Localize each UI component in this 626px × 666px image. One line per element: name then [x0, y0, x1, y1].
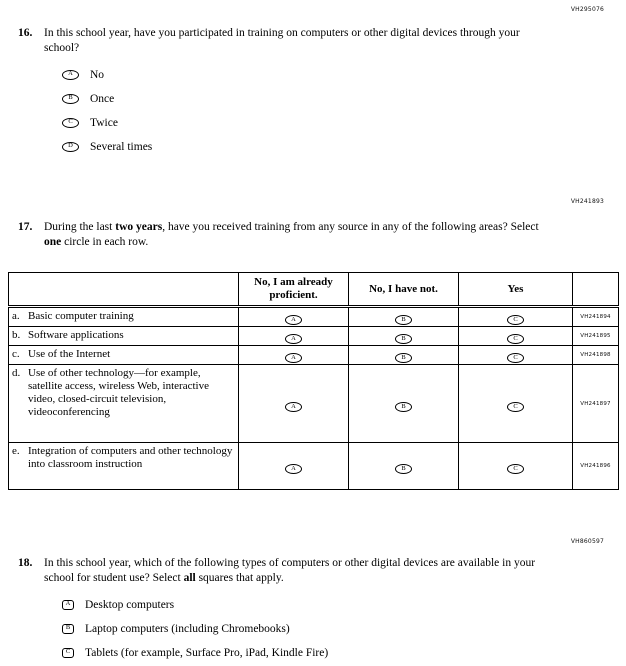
oval-letter: C	[513, 335, 518, 342]
header-yes: Yes	[459, 273, 573, 307]
square-letter: C	[65, 648, 71, 656]
response-oval[interactable]	[285, 464, 302, 474]
header-empty-label	[9, 273, 239, 307]
response-oval[interactable]	[507, 315, 524, 325]
response-oval[interactable]	[395, 315, 412, 325]
row-text: Use of other technology—for example, satellite access, wireless Web, interactive video, closed-circuit television, videoconferencing	[28, 367, 209, 418]
response-oval[interactable]	[395, 402, 412, 412]
row-letter: c.	[12, 348, 20, 360]
table-row-a	[9, 307, 619, 327]
question-18-options	[62, 598, 544, 659]
question-number: 18.	[18, 557, 33, 569]
oval-letter: C	[513, 316, 518, 323]
option-label: Desktop computers	[85, 598, 175, 611]
option-label: Once	[90, 92, 115, 105]
question-17	[12, 220, 619, 490]
option-tablets[interactable]	[62, 646, 544, 659]
row-code: VH241895	[573, 327, 619, 346]
oval-letter: B	[401, 354, 406, 361]
header-already-proficient: No, I am already proficient.	[239, 273, 349, 307]
option-once[interactable]	[62, 92, 544, 105]
oval-letter: C	[513, 354, 518, 361]
question-18-text-part: In this school year, which of the following types of computers or other digital devices are available in your school for student use? Select	[44, 557, 536, 584]
oval-letter: C	[513, 402, 518, 410]
row-label	[12, 310, 234, 323]
question-17-bold: one	[44, 236, 62, 248]
oval-letter: B	[68, 94, 73, 102]
row-label	[12, 445, 234, 471]
header-have-not: No, I have not.	[349, 273, 459, 307]
response-oval[interactable]	[507, 402, 524, 412]
oval-letter: A	[291, 335, 296, 342]
table-header	[9, 273, 619, 307]
option-desktop-computers[interactable]	[62, 598, 544, 611]
table-row-b	[9, 327, 619, 346]
response-oval[interactable]	[395, 464, 412, 474]
row-code: VH241896	[573, 443, 619, 490]
response-oval[interactable]	[62, 118, 79, 128]
response-oval[interactable]	[507, 464, 524, 474]
form-code-q17: VH241893	[570, 198, 604, 205]
question-number: 17.	[18, 221, 33, 233]
question-17-bold: two years	[115, 221, 163, 233]
question-17-text-part: During the last	[44, 221, 116, 233]
row-label	[12, 367, 234, 419]
question-18	[18, 556, 544, 666]
square-letter: B	[65, 624, 71, 632]
oval-letter: C	[513, 465, 518, 472]
question-17-head	[18, 220, 619, 250]
response-oval[interactable]	[395, 334, 412, 344]
response-square[interactable]	[62, 600, 74, 610]
oval-letter: B	[401, 465, 406, 472]
oval-letter: A	[68, 70, 73, 78]
table-row-d	[9, 365, 619, 443]
oval-letter: B	[401, 402, 406, 410]
oval-letter: A	[291, 402, 296, 410]
table-row-c	[9, 346, 619, 365]
row-code: VH241894	[573, 307, 619, 327]
response-oval[interactable]	[285, 334, 302, 344]
oval-letter: C	[68, 118, 73, 126]
option-several-times[interactable]	[62, 140, 544, 153]
row-letter: d.	[12, 367, 21, 379]
table-body	[9, 307, 619, 490]
option-label: Laptop computers (including Chromebooks)	[85, 622, 290, 635]
oval-letter: A	[291, 354, 296, 361]
row-code: VH241897	[573, 365, 619, 443]
row-letter: a.	[12, 310, 20, 322]
response-oval[interactable]	[285, 402, 302, 412]
question-text	[44, 556, 544, 586]
response-oval[interactable]	[507, 334, 524, 344]
response-oval[interactable]	[62, 94, 79, 104]
row-text: Basic computer training	[28, 310, 134, 322]
question-17-text-part: circle in each row.	[61, 236, 149, 248]
oval-letter: A	[291, 316, 296, 323]
oval-letter: D	[68, 142, 73, 150]
header-empty-code	[573, 273, 619, 307]
option-laptop-computers[interactable]	[62, 622, 544, 635]
question-16-head	[18, 26, 544, 56]
row-text: Integration of computers and other technology into classroom instruction	[28, 445, 233, 470]
form-code-q16: VH295076	[570, 6, 604, 13]
oval-letter: B	[401, 316, 406, 323]
row-letter: b.	[12, 329, 21, 341]
oval-letter: B	[401, 335, 406, 342]
square-letter: A	[65, 600, 71, 608]
option-label: No	[90, 68, 105, 81]
question-16-text: In this school year, have you participated in training on computers or other digital devices through your school?	[44, 27, 520, 54]
row-text: Use of the Internet	[28, 348, 111, 360]
question-18-text-part: squares that apply.	[195, 572, 284, 584]
response-oval[interactable]	[395, 353, 412, 363]
response-square[interactable]	[62, 648, 74, 658]
question-text	[44, 26, 544, 56]
option-label: Tablets (for example, Surface Pro, iPad, Kindle Fire)	[85, 646, 329, 659]
training-areas-table	[8, 272, 619, 490]
question-text	[44, 220, 544, 250]
question-16	[18, 26, 544, 164]
option-label: Twice	[90, 116, 118, 129]
row-letter: e.	[12, 445, 20, 457]
question-17-text-part: , have you received training from any source in any of the following areas? Select	[162, 221, 539, 233]
row-text: Software applications	[28, 329, 124, 341]
response-oval[interactable]	[62, 70, 79, 80]
option-label: Several times	[90, 140, 153, 153]
question-18-bold: all	[183, 572, 196, 584]
response-square[interactable]	[62, 624, 74, 634]
question-16-options	[62, 68, 544, 153]
oval-letter: A	[291, 465, 296, 472]
row-label	[12, 348, 234, 361]
row-code: VH241898	[573, 346, 619, 365]
response-oval[interactable]	[285, 353, 302, 363]
row-label	[12, 329, 234, 342]
form-code-q18: VH860597	[570, 538, 604, 545]
response-oval[interactable]	[285, 315, 302, 325]
option-no[interactable]	[62, 68, 544, 81]
question-number: 16.	[18, 27, 33, 39]
response-oval[interactable]	[62, 142, 79, 152]
question-18-head	[18, 556, 544, 586]
option-twice[interactable]	[62, 116, 544, 129]
response-oval[interactable]	[507, 353, 524, 363]
table-row-e	[9, 443, 619, 490]
